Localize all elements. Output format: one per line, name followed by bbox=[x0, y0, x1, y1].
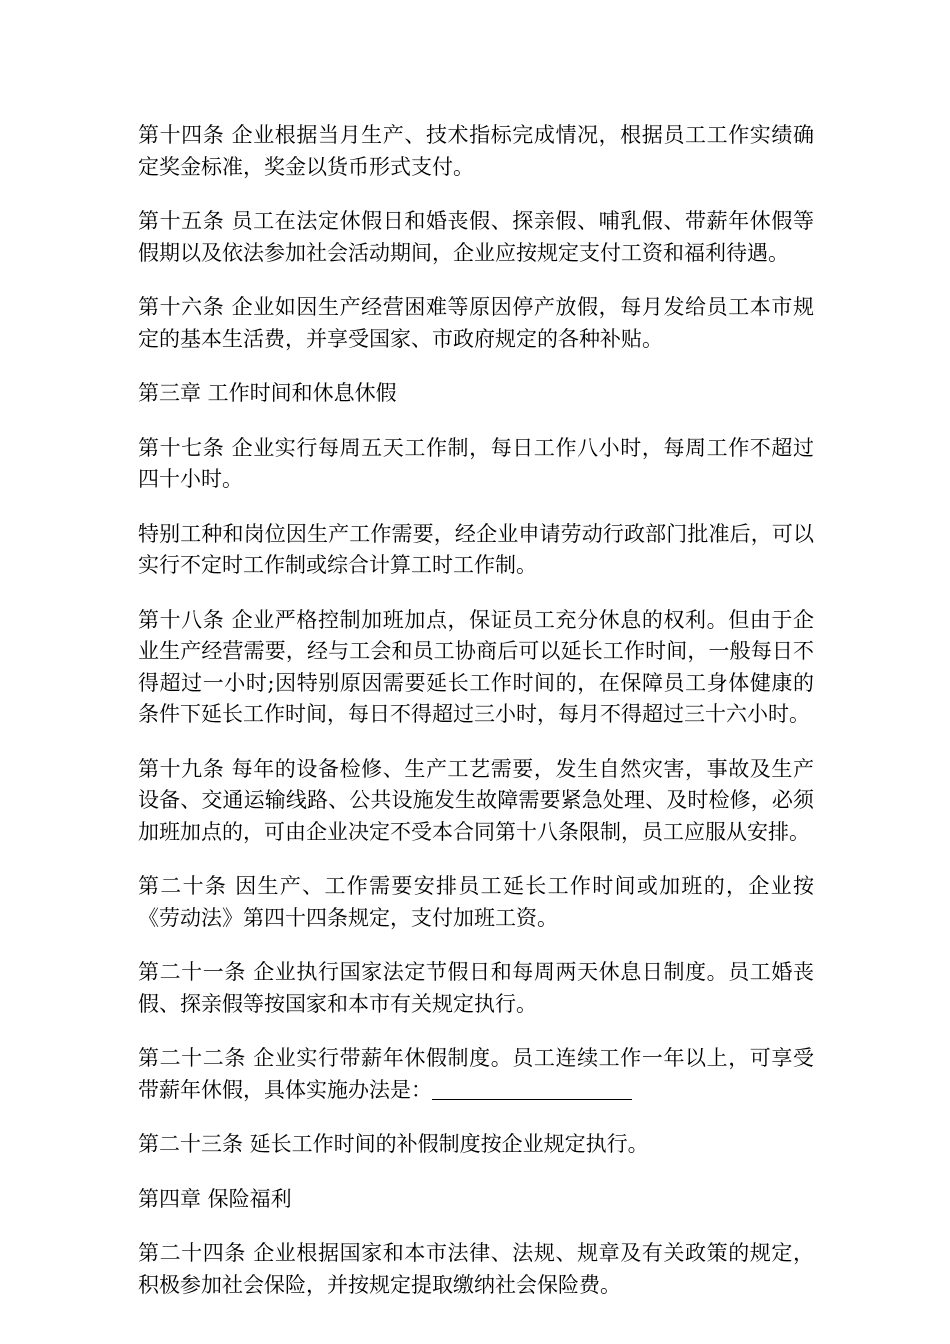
article-17: 第十七条 企业实行每周五天工作制，每日工作八小时，每周工作不超过四十小时。 bbox=[138, 435, 814, 491]
article-19: 第十九条 每年的设备检修、生产工艺需要，发生自然灾害，事故及生产设备、交通运输线路、公共设施发生故障需要紧急处理、及时检修，必须加班加点的，可由企业决定不受本合同第十八条限制，员工应服从安排。 bbox=[138, 756, 814, 844]
article-15: 第十五条 员工在法定休假日和婚丧假、探亲假、哺乳假、带薪年休假等假期以及依法参加社会活动期间，企业应按规定支付工资和福利待遇。 bbox=[138, 209, 814, 265]
article-22-text: 第二十二条 企业实行带薪年休假制度。员工连续工作一年以上，可享受带薪年休假，具体实施办法是： bbox=[138, 1046, 814, 1102]
chapter-4-heading: 第四章 保险福利 bbox=[138, 1186, 292, 1211]
chapter-3-heading: 第三章 工作时间和休息休假 bbox=[138, 381, 397, 405]
article-16: 第十六条 企业如因生产经营困难等原因停产放假，每月发给员工本市规定的基本生活费，并享受国家、市政府规定的各种补贴。 bbox=[138, 295, 814, 351]
document-body bbox=[138, 120, 814, 1324]
article-23: 第二十三条 延长工作时间的补假制度按企业规定执行。 bbox=[138, 1132, 649, 1156]
article-21: 第二十一条 企业执行国家法定节假日和每周两天休息日制度。员工婚丧假、探亲假等按国家和本市有关规定执行。 bbox=[138, 960, 814, 1016]
article-18: 第十八条 企业严格控制加班加点，保证员工充分休息的权利。但由于企业生产经营需要，经与工会和员工协商后可以延长工作时间，一般每日不得超过一小时;因特别原因需要延长工作时间的，在保障员工身体健康的条件下延长工作时间，每日不得超过三小时，每月不得超过三十六小时。 bbox=[138, 607, 814, 726]
fill-in-blank-line bbox=[432, 1079, 632, 1100]
article-14: 第十四条 企业根据当月生产、技术指标完成情况，根据员工工作实绩确定奖金标准，奖金以货币形式支付。 bbox=[138, 123, 814, 179]
article-22 bbox=[138, 1043, 814, 1106]
article-24: 第二十四条 企业根据国家和本市法律、法规、规章及有关政策的规定，积极参加社会保险，并按规定提取缴纳社会保险费。 bbox=[138, 1241, 814, 1297]
article-20: 第二十条 因生产、工作需要安排员工延长工作时间或加班的，企业按《劳动法》第四十四条规定，支付加班工资。 bbox=[138, 874, 814, 930]
article-17-special-positions: 特别工种和岗位因生产工作需要，经企业申请劳动行政部门批准后，可以实行不定时工作制或综合计算工时工作制。 bbox=[138, 521, 814, 577]
